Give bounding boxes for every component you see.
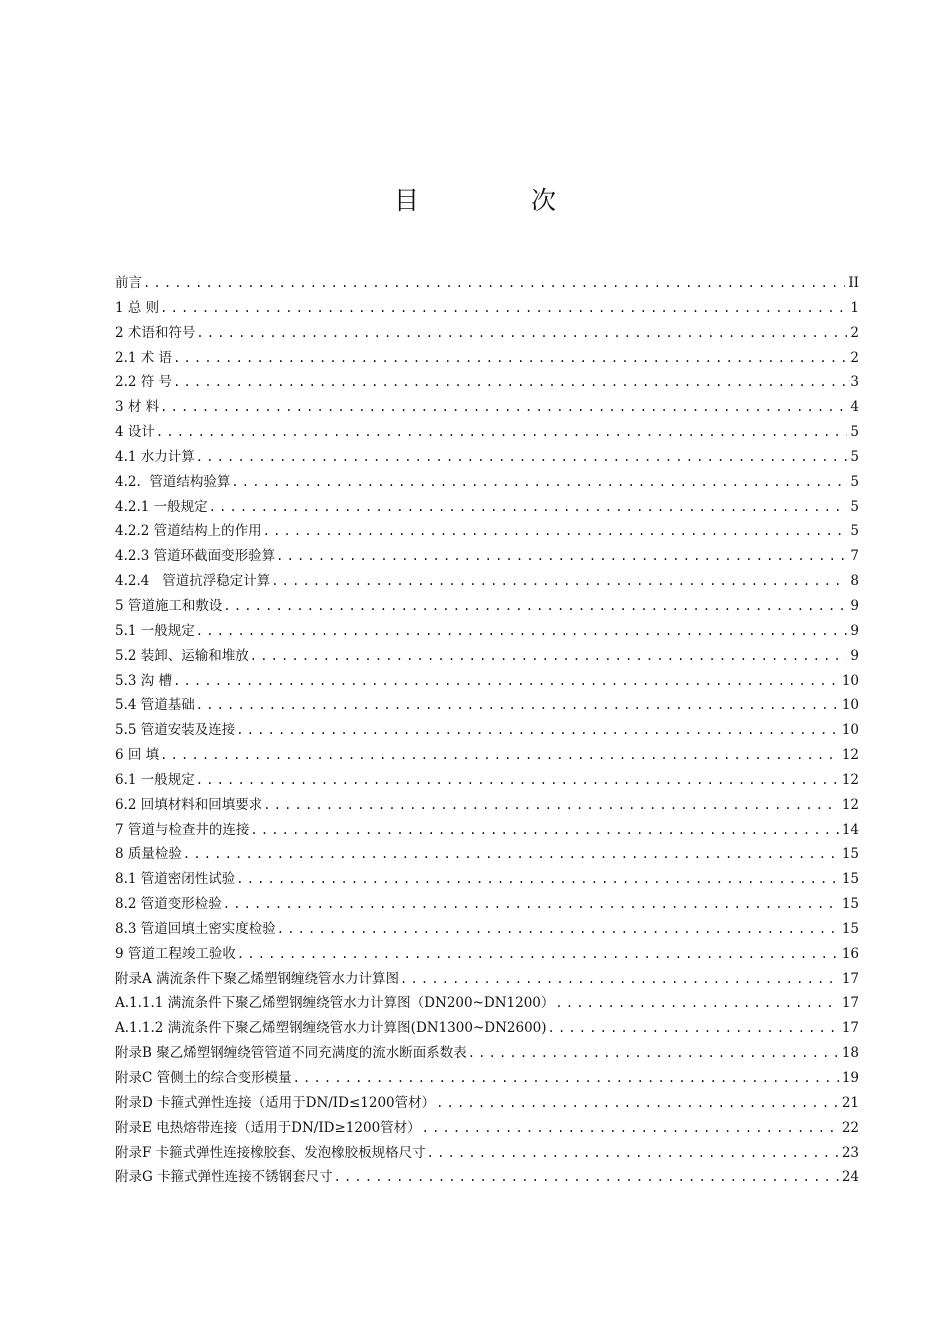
- toc-entry-page-number: 12: [841, 796, 859, 813]
- toc-entry-page-number: 21: [841, 1094, 859, 1111]
- toc-entry[interactable]: [115, 818, 859, 843]
- toc-entry[interactable]: [115, 768, 859, 793]
- toc-entry-label: 8.1 管道密闭性试验: [115, 871, 236, 888]
- toc-entry-label: 5.2 装卸、运输和堆放: [115, 647, 249, 664]
- toc-entry[interactable]: [115, 569, 859, 594]
- toc-entry-label: 6.1 一般规定: [115, 771, 195, 788]
- toc-entry[interactable]: [115, 743, 859, 768]
- toc-entry-page-number: 1: [850, 299, 859, 316]
- page-title: 目 次: [394, 186, 608, 215]
- toc-leader-dots: [236, 867, 839, 892]
- toc-entry-page-number: 12: [841, 771, 859, 788]
- toc-entry-label: 2.2 符 号: [115, 374, 173, 391]
- toc-leader-dots: [271, 569, 847, 594]
- toc-entry-label: 附录A 满流条件下聚乙烯塑钢缠绕管水力计算图: [115, 970, 400, 987]
- toc-entry[interactable]: [115, 669, 859, 694]
- toc-entry[interactable]: [115, 1165, 859, 1190]
- toc-entry-page-number: 22: [841, 1119, 859, 1136]
- toc-entry-page-number: II: [848, 275, 859, 291]
- toc-entry-page-number: 2: [850, 324, 859, 341]
- toc-leader-dots: [156, 420, 848, 445]
- toc-leader-dots: [400, 967, 839, 992]
- toc-entry[interactable]: [115, 892, 859, 917]
- toc-entry-page-number: 23: [841, 1144, 859, 1161]
- toc-entry-page-number: 18: [841, 1045, 859, 1062]
- toc-entry-label: 4.2.3 管道环截面变形验算: [115, 548, 276, 565]
- toc-entry-page-number: 7: [850, 548, 859, 565]
- toc-entry-page-number: 19: [841, 1070, 859, 1086]
- toc-entry[interactable]: [115, 445, 859, 470]
- toc-leader-dots: [263, 793, 839, 818]
- toc-entry-page-number: 15: [841, 896, 859, 913]
- toc-entry-label: 7 管道与检查井的连接: [115, 821, 250, 838]
- toc-entry[interactable]: [115, 917, 859, 942]
- toc-leader-dots: [422, 1116, 839, 1141]
- toc-leader-dots: [160, 395, 847, 420]
- toc-entry-label: 5 管道施工和敷设: [115, 597, 223, 614]
- toc-entry[interactable]: [115, 793, 859, 818]
- toc-leader-dots: [196, 768, 839, 793]
- toc-entry-label: 8.3 管道回填土密实度检验: [115, 920, 276, 937]
- toc-entry[interactable]: [115, 470, 859, 495]
- toc-entry[interactable]: [115, 1091, 859, 1116]
- toc-entry[interactable]: [115, 991, 859, 1016]
- toc-entry[interactable]: [115, 967, 859, 992]
- toc-leader-dots: [183, 842, 839, 867]
- toc-leader-dots: [196, 321, 847, 346]
- toc-leader-dots: [173, 669, 839, 694]
- toc-entry-page-number: 5: [850, 424, 859, 441]
- toc-entry-page-number: 15: [841, 846, 859, 863]
- toc-entry-page-number: 9: [850, 597, 859, 614]
- toc-entry-page-number: 17: [841, 995, 859, 1012]
- toc-leader-dots: [160, 296, 847, 321]
- toc-entry[interactable]: [115, 495, 859, 520]
- toc-entry-label: 5.3 沟 槽: [115, 672, 173, 689]
- toc-entry-page-number: 5: [850, 498, 859, 515]
- toc-entry-page-number: 15: [841, 920, 859, 937]
- toc-entry-page-number: 5: [850, 473, 859, 490]
- toc-leader-dots: [436, 1091, 839, 1116]
- toc-entry-label: 4.1 水力计算: [115, 448, 195, 465]
- toc-entry-label: 5.1 一般规定: [115, 622, 195, 639]
- toc-leader-dots: [196, 619, 848, 644]
- table-of-contents: [115, 271, 859, 1190]
- toc-entry[interactable]: [115, 420, 859, 445]
- toc-entry-page-number: 9: [850, 622, 859, 639]
- toc-leader-dots: [468, 1041, 839, 1066]
- toc-entry[interactable]: [115, 867, 859, 892]
- toc-leader-dots: [196, 693, 839, 718]
- toc-leader-dots: [263, 519, 848, 544]
- toc-entry[interactable]: [115, 1016, 859, 1041]
- toc-entry[interactable]: [115, 544, 859, 569]
- toc-entry-page-number: 10: [841, 672, 859, 689]
- toc-entry-page-number: 5: [850, 448, 859, 465]
- toc-leader-dots: [548, 1016, 839, 1041]
- toc-entry-label: A.1.1.2 满流条件下聚乙烯塑钢缠绕管水力计算图(DN1300~DN2600): [115, 1020, 547, 1037]
- toc-entry-page-number: 17: [841, 970, 859, 987]
- toc-leader-dots: [173, 370, 847, 395]
- toc-entry-page-number: 8: [850, 573, 859, 590]
- toc-entry-label: 6 回 填: [115, 747, 160, 764]
- toc-entry-label: 3 材 料: [115, 399, 160, 416]
- toc-entry-label: 5.5 管道安装及连接: [115, 722, 236, 739]
- toc-entry-label: 8.2 管道变形检验: [115, 896, 222, 913]
- toc-leader-dots: [250, 644, 848, 669]
- toc-leader-dots: [209, 495, 848, 520]
- toc-entry-page-number: 9: [850, 647, 859, 664]
- toc-leader-dots: [250, 818, 838, 843]
- toc-leader-dots: [160, 743, 839, 768]
- toc-entry-page-number: 17: [841, 1020, 859, 1037]
- toc-leader-dots: [231, 470, 847, 495]
- toc-entry-label: 附录B 聚乙烯塑钢缠绕管管道不同充满度的流水断面系数表: [115, 1045, 467, 1062]
- toc-leader-dots: [236, 718, 839, 743]
- toc-leader-dots: [276, 544, 847, 569]
- toc-entry[interactable]: [115, 619, 859, 644]
- toc-entry[interactable]: [115, 1041, 859, 1066]
- toc-leader-dots: [277, 917, 839, 942]
- toc-entry-label: 2.1 术 语: [115, 349, 173, 366]
- toc-leader-dots: [143, 271, 845, 296]
- toc-entry[interactable]: [115, 519, 859, 544]
- toc-leader-dots: [334, 1165, 839, 1190]
- toc-entry-label: 4 设计: [115, 424, 155, 441]
- toc-entry[interactable]: [115, 321, 859, 346]
- toc-entry-page-number: 12: [841, 747, 859, 764]
- toc-entry[interactable]: [115, 271, 859, 296]
- toc-leader-dots: [427, 1141, 839, 1166]
- toc-entry-label: 4.2.1 一般规定: [115, 498, 208, 515]
- toc-entry-page-number: 2: [850, 349, 859, 366]
- toc-entry-page-number: 3: [850, 374, 859, 391]
- toc-entry-label: 附录D 卡箍式弹性连接（适用于DN/ID≤1200管材）: [115, 1094, 436, 1111]
- toc-entry[interactable]: [115, 296, 859, 321]
- toc-entry-page-number: 10: [841, 722, 859, 739]
- toc-entry-page-number: 24: [841, 1169, 859, 1186]
- toc-entry-label: 4.2. 管道结构验算: [115, 473, 231, 490]
- toc-entry-label: 5.4 管道基础: [115, 697, 195, 714]
- toc-entry-label: 1 总 则: [115, 299, 160, 316]
- toc-leader-dots: [237, 942, 839, 967]
- toc-entry-label: 附录E 电热熔带连接（适用于DN/ID≥1200管材）: [115, 1119, 421, 1136]
- toc-entry[interactable]: [115, 594, 859, 619]
- toc-entry[interactable]: [115, 693, 859, 718]
- toc-entry[interactable]: [115, 942, 859, 967]
- toc-entry-page-number: 4: [850, 399, 859, 416]
- toc-entry-label: 附录F 卡箍式弹性连接橡胶套、发泡橡胶板规格尺寸: [115, 1144, 426, 1161]
- toc-entry-page-number: 10: [841, 697, 859, 714]
- toc-entry-page-number: 14: [841, 821, 859, 838]
- toc-entry[interactable]: [115, 1066, 859, 1091]
- toc-entry-label: 前言: [115, 275, 142, 291]
- toc-leader-dots: [196, 445, 848, 470]
- toc-entry-label: 附录G 卡箍式弹性连接不锈钢套尺寸: [115, 1169, 333, 1186]
- toc-entry[interactable]: [115, 1141, 859, 1166]
- toc-entry-label: 附录C 管侧土的综合变形模量: [115, 1070, 292, 1086]
- toc-entry-page-number: 16: [841, 945, 859, 962]
- toc-entry-page-number: 5: [850, 523, 859, 540]
- toc-entry[interactable]: [115, 395, 859, 420]
- toc-entry-label: 9 管道工程竣工验收: [115, 945, 236, 962]
- toc-entry[interactable]: [115, 842, 859, 867]
- toc-leader-dots: [293, 1066, 839, 1091]
- toc-entry-label: 6.2 回填材料和回填要求: [115, 796, 263, 813]
- toc-entry[interactable]: [115, 370, 859, 395]
- toc-entry[interactable]: [115, 346, 859, 371]
- toc-leader-dots: [223, 594, 847, 619]
- toc-entry[interactable]: [115, 644, 859, 669]
- toc-entry[interactable]: [115, 718, 859, 743]
- toc-leader-dots: [223, 892, 839, 917]
- toc-entry[interactable]: [115, 1116, 859, 1141]
- toc-entry-label: 2 术语和符号: [115, 324, 196, 341]
- toc-leader-dots: [555, 991, 838, 1016]
- toc-entry-label: 8 质量检验: [115, 846, 182, 863]
- toc-entry-label: 4.2.2 管道结构上的作用: [115, 523, 262, 540]
- toc-leader-dots: [173, 346, 847, 371]
- toc-entry-page-number: 15: [841, 871, 859, 888]
- toc-entry-label: 4.2.4 管道抗浮稳定计算: [115, 573, 271, 590]
- toc-entry-label: A.1.1.1 满流条件下聚乙烯塑钢缠绕管水力计算图（DN200~DN1200）: [115, 995, 555, 1012]
